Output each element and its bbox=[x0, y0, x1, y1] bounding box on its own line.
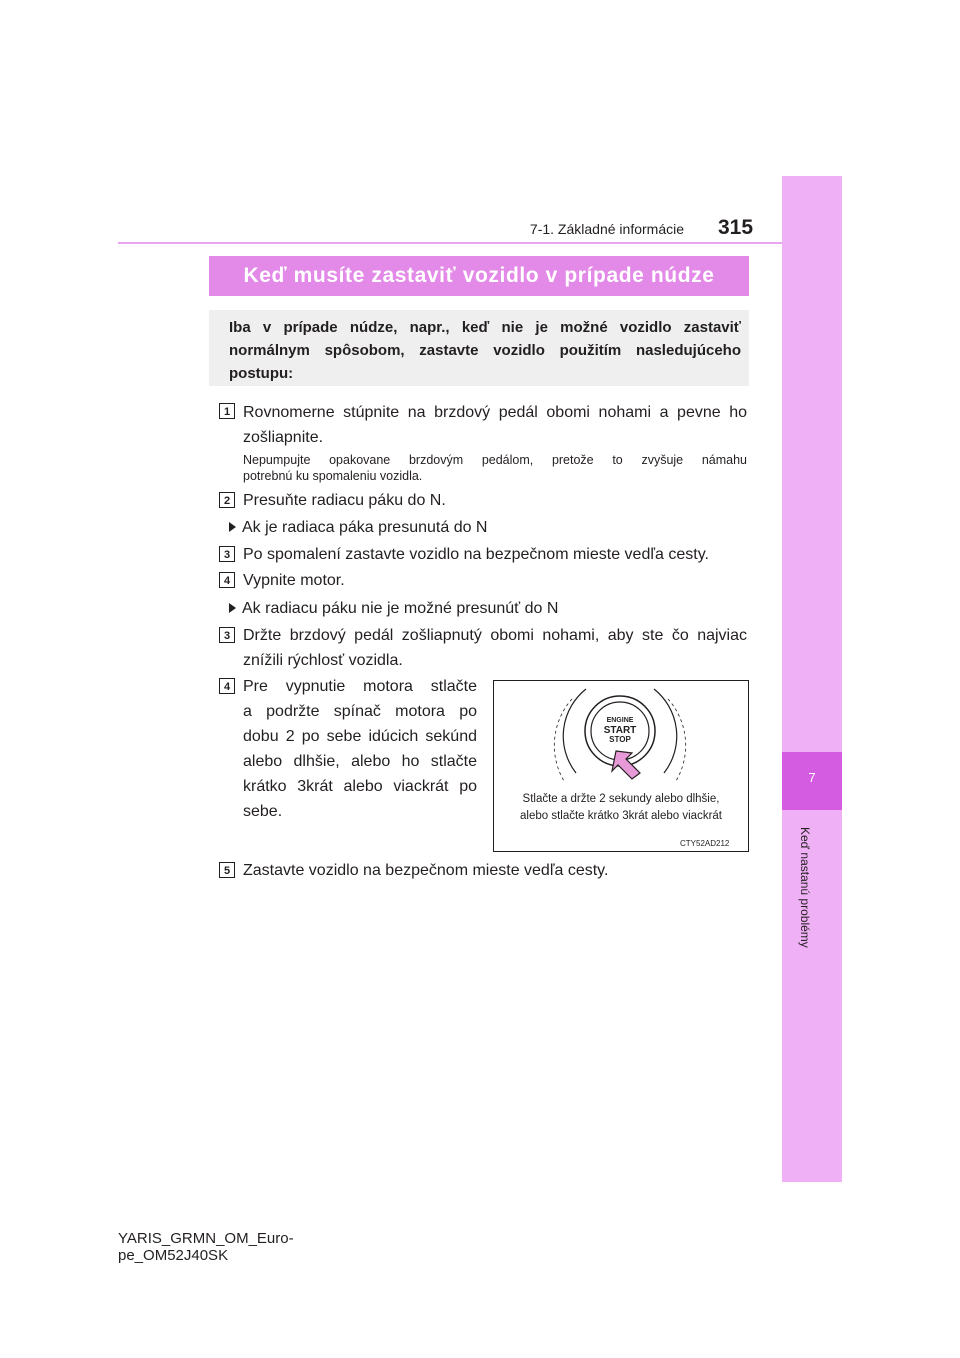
step-4-alt-line-6: sebe. bbox=[243, 803, 283, 820]
chapter-side-tab bbox=[782, 176, 842, 1182]
engine-start-stop-illustration bbox=[494, 681, 748, 851]
subhead-shift-to-n bbox=[229, 517, 487, 539]
subhead-b-text: Ak radiacu páku nie je možné presunúť do N bbox=[242, 600, 559, 617]
step-4-alt-line-1: Pre vypnutie motora stlačte bbox=[243, 678, 477, 695]
page-number: 315 bbox=[718, 216, 754, 239]
step-4-text: Vypnite motor. bbox=[243, 572, 345, 589]
footer-line-2: pe_OM52J40SK bbox=[118, 1247, 229, 1264]
figure-caption-line-2: alebo stlačte krátko 3krát alebo viackrát bbox=[520, 810, 722, 822]
footer-line-1: YARIS_GRMN_OM_Euro- bbox=[118, 1230, 294, 1247]
subhead-a-text: Ak je radiaca páka presunutá do N bbox=[242, 519, 488, 536]
intro-text: Iba v prípade núdze, napr., keď nie je možné vozidlo zastaviť normálnym spôsobom, zastavte vozidlo použitím nasledujúceho postupu: bbox=[229, 319, 741, 382]
step-4-alt-line-3: dobu 2 po sebe idúcich sekúnd bbox=[243, 728, 477, 745]
triangle-bullet-icon bbox=[229, 522, 236, 532]
note-line-1: Nepumpujte opakovane brzdovým pedálom, pretože to zvyšuje námahu bbox=[243, 453, 747, 467]
step-1-line-1: Rovnomerne stúpnite na brzdový pedál obomi nohami a pevne ho bbox=[243, 404, 747, 421]
figure-code: CTY52AD212 bbox=[680, 839, 730, 848]
step-2-text: Presuňte radiacu páku do N. bbox=[243, 492, 446, 509]
step-badge-4-alt: 4 bbox=[219, 678, 235, 694]
step-4-alt-line-5: krátko 3krát alebo viackrát po bbox=[243, 778, 477, 795]
step-badge-2: 2 bbox=[219, 492, 235, 508]
step-badge-1: 1 bbox=[219, 403, 235, 419]
figure-caption-line-1: Stlačte a držte 2 sekundy alebo dlhšie, bbox=[522, 793, 720, 805]
step-3-alt-line-1: Držte brzdový pedál zošliapnutý obomi nohami, aby ste čo najviac bbox=[243, 627, 747, 644]
section-title: 7-1. Základné informácie bbox=[529, 221, 684, 237]
step-badge-3: 3 bbox=[219, 546, 235, 562]
step-5-text: Zastavte vozidlo na bezpečnom mieste vedľa cesty. bbox=[243, 862, 609, 879]
step-badge-3-alt: 3 bbox=[219, 627, 235, 643]
step-4-alt-line-2: a podržte spínač motora po bbox=[243, 703, 477, 720]
triangle-bullet-icon bbox=[229, 603, 236, 613]
engine-button-figure bbox=[493, 680, 749, 852]
press-arc-right-outer-icon bbox=[654, 689, 677, 773]
step-3-alt-line-2: znížili rýchlosť vozidla. bbox=[243, 652, 403, 669]
step-badge-5: 5 bbox=[219, 862, 235, 878]
press-arc-left-outer-icon bbox=[563, 689, 586, 773]
button-label-stop: STOP bbox=[609, 735, 631, 744]
step-3-text: Po spomalení zastavte vozidlo na bezpečnom mieste vedľa cesty. bbox=[243, 546, 709, 563]
note-line-2: potrebnú ku spomaleniu vozidla. bbox=[243, 469, 423, 483]
subhead-cannot-shift bbox=[229, 598, 558, 620]
step-badge-4: 4 bbox=[219, 572, 235, 588]
chapter-label bbox=[798, 827, 828, 987]
chapter-label-text: Keď nastanú problémy bbox=[798, 827, 812, 948]
step-1-line-2: zošliapnite. bbox=[243, 429, 324, 446]
page-title: Keď musíte zastaviť vozidlo v prípade núdze bbox=[243, 264, 715, 287]
chapter-number: 7 bbox=[808, 770, 816, 785]
step-4-alt-line-4: alebo dlhšie, alebo ho stlačte bbox=[243, 753, 477, 770]
button-label-start: START bbox=[603, 725, 637, 736]
figure-caption bbox=[493, 791, 749, 825]
header-rule bbox=[118, 242, 782, 244]
footer-doc-id bbox=[118, 1230, 294, 1264]
button-label-engine: ENGINE bbox=[606, 717, 634, 724]
